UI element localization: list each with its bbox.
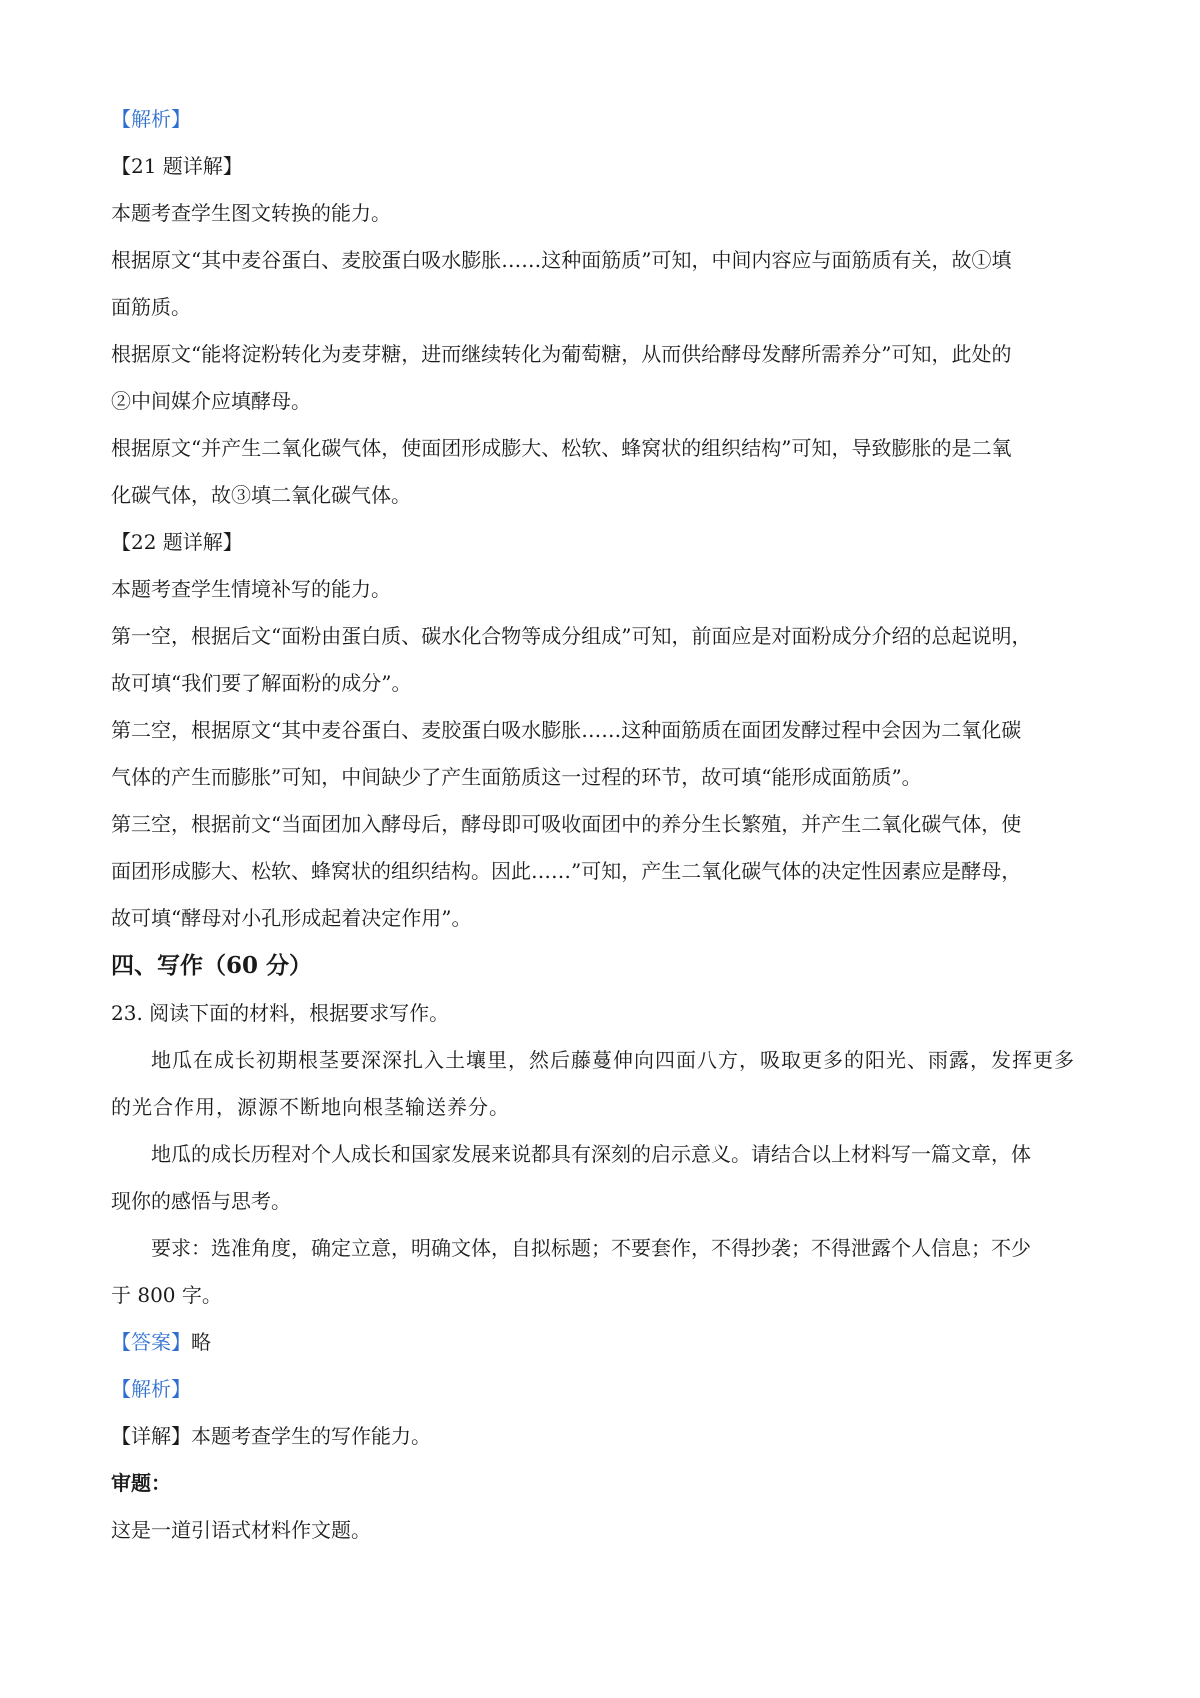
detail-text: 本题考查学生的写作能力。 [191,1424,431,1448]
q23-material-line: 的光合作用，源源不断地向根茎输送养分。 [111,1095,510,1119]
answer-text: 略 [191,1330,211,1354]
shenti-text: 这是一道引语式材料作文题。 [111,1518,371,1542]
q22-line: 故可填“酵母对小孔形成起着决定作用”。 [111,906,472,930]
answer-line [111,1319,1101,1366]
detail-line [111,1413,1101,1460]
q22-line: 第二空，根据原文“其中麦谷蛋白、麦胶蛋白吸水膨胀……这种面筋质在面团发酵过程中会因为二氧化碳 [111,718,1022,742]
q21-line: ②中间媒介应填酵母。 [111,389,311,413]
shenti-label: 审题： [111,1471,171,1495]
q22-line: 本题考查学生情境补写的能力。 [111,577,391,601]
detail-label: 【详解】 [111,1424,191,1448]
q22-line: 第三空，根据前文“当面团加入酵母后，酵母即可吸收面团中的养分生长繁殖，并产生二氧化碳气体，使 [111,812,1022,836]
q22-line: 第一空，根据后文“面粉由蛋白质、碳水化合物等成分组成”可知，前面应是对面粉成分介绍的总起说明， [111,624,1032,648]
q21-line: 根据原文“并产生二氧化碳气体，使面团形成膨大、松软、蜂窝状的组织结构”可知，导致膨胀的是二氧 [111,436,1012,460]
answer-label: 【答案】 [111,1330,191,1354]
q21-line: 化碳气体，故③填二氧化碳气体。 [111,483,411,507]
analysis-label-2: 【解析】 [111,1377,191,1401]
q23-material-line: 地瓜在成长初期根茎要深深扎入土壤里，然后藤蔓伸向四面八方，吸取更多的阳光、雨露，发挥更多 [151,1048,1075,1072]
q22-line: 故可填“我们要了解面粉的成分”。 [111,671,412,695]
q22-line: 面团形成膨大、松软、蜂窝状的组织结构。因此……”可知，产生二氧化碳气体的决定性因素应是酵母， [111,859,1022,883]
q23-prompt: 23. 阅读下面的材料，根据要求写作。 [111,1001,450,1025]
q21-line: 本题考查学生图文转换的能力。 [111,201,391,225]
analysis-label: 【解析】 [111,107,191,131]
q22-line: 气体的产生而膨胀”可知，中间缺少了产生面筋质这一过程的环节，故可填“能形成面筋质”。 [111,765,922,789]
q21-line: 根据原文“其中麦谷蛋白、麦胶蛋白吸水膨胀……这种面筋质”可知，中间内容应与面筋质有关，故①填 [111,248,1012,272]
q21-title: 【21 题详解】 [111,154,243,178]
q22-title: 【22 题详解】 [111,530,243,554]
part4-heading: 四、写作（60 分） [111,952,313,979]
q21-line: 根据原文“能将淀粉转化为麦芽糖，进而继续转化为葡萄糖，从而供给酵母发酵所需养分”可知，此处的 [111,342,1012,366]
q23-requirement-line: 于 800 字。 [111,1283,222,1307]
q23-task-line: 地瓜的成长历程对个人成长和国家发展来说都具有深刻的启示意义。请结合以上材料写一篇文章，体 [151,1142,1031,1166]
document-content [111,96,1101,1554]
q23-task-line: 现你的感悟与思考。 [111,1189,291,1213]
q23-requirement-line: 要求：选准角度，确定立意，明确文体，自拟标题；不要套作，不得抄袭；不得泄露个人信息；不少 [151,1236,1031,1260]
q21-line: 面筋质。 [111,295,191,319]
